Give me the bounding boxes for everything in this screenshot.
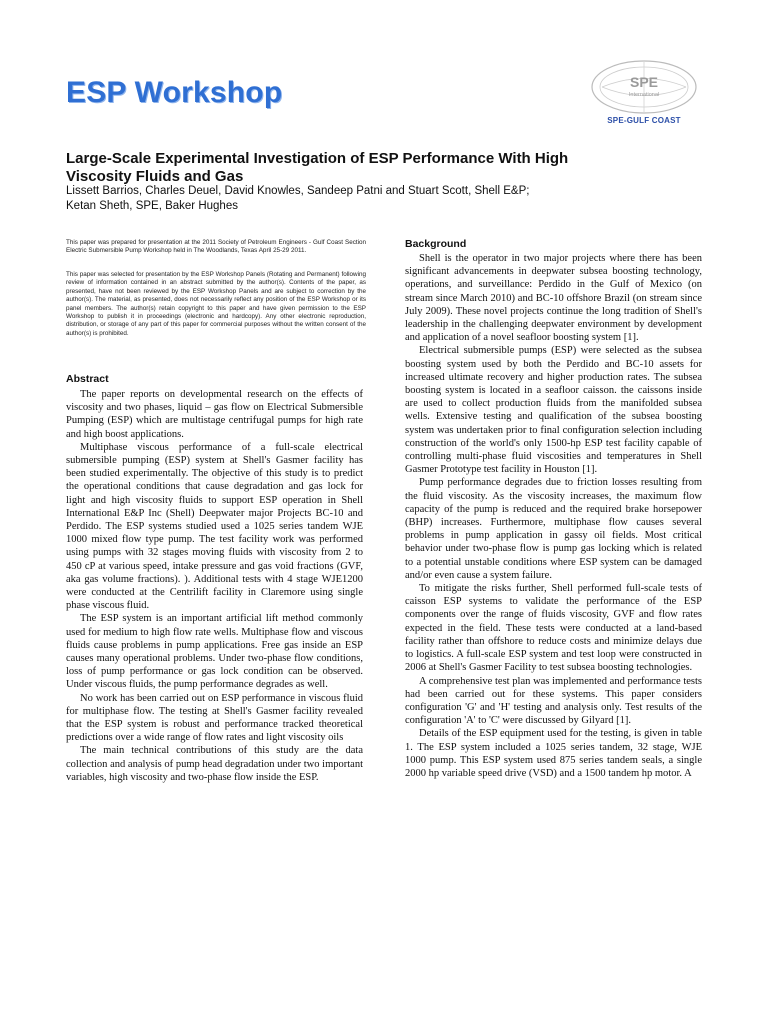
abstract-paragraph: The ESP system is an important artificial lift method commonly used for medium to high flow rate wells. Multiphase flow and viscous fluids cause problems in pump applications. Free gas inside an ESP causes many operational problems. Under two-phase flow conditions, loss of pump performance or gas lock condition can be observed. Under viscous fluids, the pump performance degrades as well. [66, 613, 363, 691]
background-paragraph: Shell is the operator in two major projects where there has been significant advancements in deepwater subsea boosting technology, operations, and surveillance: Perdido in the Gulf of Mexico (on stream since March 2010) and BC-10 offshore Brazil (on stream since July 2009). These novel projects continue the long tradition of Shell's leadership in the challenging deepwater environment by development and application of a novel seafloor boosting system [1]. [405, 253, 702, 344]
background-paragraph: Pump performance degrades due to friction losses resulting from the fluid viscosity. As the viscosity increases, the maximum flow capacity of the pump is reduced and the required brake horsepower (BHP) increases. Furthermore, multiphase flow causes several problems in pump application in gassy oil fields. Most critical behavior under two-phase flow is pump gas locking which is related to a potential unstable conditions where ESP system can be damaged and/or even cause a system failure. [405, 477, 702, 581]
spe-emblem-icon [586, 58, 702, 116]
background-paragraph: A comprehensive test plan was implemented and performance tests had been carried out for these systems. This paper considers configuration 'G' and 'H' testing and analysis only. Test results of the configuration 'A' to 'C' were discussed by Gilyard [1]. [405, 675, 702, 727]
copyright-notice: This paper was selected for presentation by the ESP Workshop Panels (Rotating and Permanent) following review of information contained in an abstract submitted by the author(s). Contents of the paper, as presented, have not been reviewed by the ESP Workshop Panels and are subject to correction by the author(s). The material, as presented, does not necessarily reflect any position of the ESP Workshop or its panel members. The author(s) retain copyright to this paper and have given permission to the ESP Workshop to publish it in proceedings (electronic and hardcopy). Any other electronic reproduction, distribution, or storage of any part of this paper for commercial purposes without the written consent of the author(s) is prohibited. [66, 271, 366, 337]
spe-logo-subtext: International [628, 92, 660, 98]
presentation-notice: This paper was prepared for presentation at the 2011 Society of Petroleum Engineers - Gulf Coast Section Electric Submersible Pump Workshop held in The Woodlands, Texas April 25-29 2011. [66, 239, 366, 255]
abstract-paragraph: The main technical contributions of this study are the data collection and analysis of pump head degradation under two important variables, high viscosity and two-phase flow inside the ESP. [66, 745, 363, 783]
paper-title: Large-Scale Experimental Investigation of ESP Performance With High Viscosity Fluids and Gas [66, 150, 569, 185]
paper-authors [66, 184, 706, 214]
abstract-body [66, 388, 363, 784]
abstract-heading: Abstract [66, 373, 109, 385]
background-body [405, 252, 702, 780]
background-paragraph: To mitigate the risks further, Shell performed full-scale tests of caisson ESP systems to validate the performance of the ESP components over the range of fluids viscosity, GVF and flow rates expected in the field. These tests were conducted at a land-based facility rather than offshore to reduce costs and minimize delays due to logistics. A full-scale ESP system and test loop were constructed in 2006 at Shell's Gasmer Facility to test subsea boosting technologies. [405, 583, 702, 674]
spe-logo-text: SPE [629, 74, 659, 90]
authors-line-1: Lissett Barrios, Charles Deuel, David Knowles, Sandeep Patni and Stuart Scott, Shell E&P; [66, 185, 530, 197]
abstract-paragraph: The paper reports on developmental research on the effects of viscosity and two phases, liquid – gas flow on Electrical Submersible Pumping (ESP) which are multistage centrifugal pumps for high rate and high boost applications. [66, 389, 363, 440]
spe-gulf-coast-caption: SPE-GULF COAST [607, 116, 681, 125]
spe-gulf-coast-logo [586, 58, 702, 130]
authors-line-2: Ketan Sheth, SPE, Baker Hughes [66, 200, 238, 212]
abstract-paragraph: Multiphase viscous performance of a full-scale electrical submersible pumping (ESP) system at Shell's Gasmer facility has been studied experimentally. The objective of this study is to predict the operational conditions that cause degradation and gas lock for light and high viscosity fluids to support ESP operation in Shell International E&P Inc (Shell) Deepwater major Projects BC-10 and Perdido. The ESP systems studied used a 1025 series tandem WJE 1000 mixed flow type pump. The test facility work was performed using pumps with 32 stages moving fluids with viscosity from 2 to 450 cP at various speed, intake pressure and gas void fractions (GVF, aka gas volume fractions). ). Additional tests with 4 stage WJE1200 were conducted at the Centrilift facility in Claremore using single phase viscous fluid. [66, 441, 363, 612]
esp-workshop-logo: ESP Workshop [66, 76, 283, 109]
abstract-paragraph: No work has been carried out on ESP performance in viscous fluid for multiphase flow. The testing at Shell's Gasmer facility revealed that the ESP system is robust and performance tracked theoretical predictions over a wide range of flow rates and light viscosity oils [66, 692, 363, 744]
background-paragraph: Electrical submersible pumps (ESP) were selected as the subsea boosting system used by both the Perdido and BC-10 assets for increased ultimate recovery and higher production rates. The subsea boosting system is located in a seafloor caisson. the caissons inside are used to collect production fluids from the manifolded subsea wells. Extensive testing and qualification of the subsea boosting system was undertaken prior to final configuration selection including construction of the world's only 1500-hp ESP test facility capable of controlling multi-phase fluid viscosities and temperatures in Shell Gasmer Prototype test facility in Houston [1]. [405, 345, 702, 476]
background-paragraph: Details of the ESP equipment used for the testing, is given in table 1. The ESP system included a 1025 series tandem, 32 stage, WJE 1000 pump. This ESP system used 875 series tandem seals, a single 2000 hp variable speed drive (VSD) and a 1500 tandem hp motor. A [405, 728, 702, 779]
background-heading: Background [405, 238, 467, 250]
